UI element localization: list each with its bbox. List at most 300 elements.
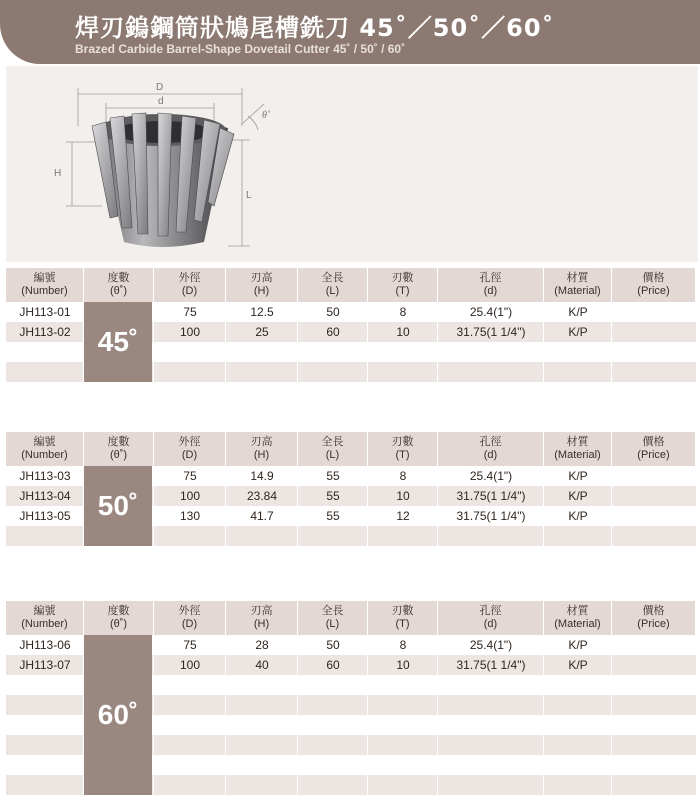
cell-bore [438, 695, 544, 715]
column-header-zh: 全長 [321, 605, 344, 617]
column-divider [153, 342, 154, 362]
cell-bore [438, 526, 544, 546]
column-divider [225, 302, 226, 322]
column-header-price [612, 601, 696, 635]
column-divider [225, 755, 226, 775]
cell-bore: 31.75(1 1/4") [456, 489, 526, 503]
cell-price [612, 675, 696, 695]
cell-price [612, 526, 696, 546]
column-divider [543, 635, 544, 655]
column-divider [437, 526, 438, 546]
column-header-teeth [368, 268, 438, 302]
cell-outer-diameter: 75 [183, 638, 197, 652]
cell-price [612, 322, 696, 342]
cell-number [6, 675, 84, 695]
column-header-zh: 編號 [33, 436, 56, 448]
column-divider [153, 506, 154, 526]
column-header-total-length [298, 432, 368, 466]
column-divider [225, 526, 226, 546]
cell-number [6, 775, 84, 795]
column-header-zh: 度數 [107, 272, 130, 284]
cell-teeth [368, 695, 438, 715]
column-header-zh: 編號 [33, 605, 56, 617]
cell-total-length: 60 [326, 658, 340, 672]
cell-number: JH113-02 [19, 325, 71, 339]
cell-outer-diameter: 100 [179, 489, 201, 503]
cell-teeth [368, 735, 438, 755]
cell-bore [438, 342, 544, 362]
cell-teeth [368, 342, 438, 362]
cell-total-length [298, 715, 368, 735]
column-divider [225, 466, 226, 486]
cell-total-length [298, 675, 368, 695]
column-divider [297, 695, 298, 715]
column-divider [153, 362, 154, 382]
column-divider [611, 362, 612, 382]
cell-material: K/P [568, 489, 588, 503]
column-divider [437, 486, 438, 506]
cell-outer-diameter: 130 [179, 509, 201, 523]
cell-number: JH113-04 [19, 489, 71, 503]
cell-teeth [368, 362, 438, 382]
cell-outer-diameter [154, 715, 226, 735]
column-header-en: (d) [483, 618, 498, 630]
column-divider [367, 322, 368, 342]
page-title: 焊刃鎢鋼筒狀鳩尾槽銑刀 45˚／50˚／60˚ [75, 14, 555, 42]
dim-label-D: D [156, 82, 164, 93]
column-divider [611, 675, 612, 695]
column-divider [225, 342, 226, 362]
column-header-en: (θ˚) [109, 618, 128, 630]
cell-total-length: 60 [326, 325, 340, 339]
cell-number [6, 342, 84, 362]
cell-outer-diameter: 75 [183, 305, 197, 319]
column-header-zh: 材質 [566, 272, 589, 284]
column-header-en: (d) [483, 449, 498, 461]
column-divider [297, 675, 298, 695]
column-divider [153, 466, 154, 486]
cell-material [544, 775, 612, 795]
cell-material: K/P [568, 509, 588, 523]
column-divider [297, 526, 298, 546]
column-divider [543, 655, 544, 675]
cell-outer-diameter [154, 362, 226, 382]
column-divider [543, 755, 544, 775]
column-divider [611, 655, 612, 675]
cell-price [612, 362, 696, 382]
cell-blade-height: 41.7 [250, 509, 274, 523]
cell-number: JH113-06 [19, 638, 71, 652]
column-header-angle [84, 432, 154, 466]
cell-total-length: 55 [326, 489, 340, 503]
column-divider [367, 655, 368, 675]
column-header-zh: 外徑 [178, 272, 201, 284]
column-header-material [544, 432, 612, 466]
cell-number [6, 715, 84, 735]
column-divider [611, 755, 612, 775]
cell-outer-diameter [154, 755, 226, 775]
column-header-en: (θ˚) [109, 285, 128, 297]
cell-material [544, 675, 612, 695]
column-divider [611, 466, 612, 486]
column-header-material [544, 268, 612, 302]
column-divider [611, 486, 612, 506]
column-divider [437, 655, 438, 675]
column-header-blade-height [226, 268, 298, 302]
cell-material: K/P [568, 469, 588, 483]
column-header-zh: 刃數 [391, 605, 414, 617]
cell-blade-height [226, 755, 298, 775]
cell-material [544, 735, 612, 755]
column-divider [437, 715, 438, 735]
column-divider [367, 342, 368, 362]
cell-material [544, 526, 612, 546]
cell-price [612, 715, 696, 735]
column-header-zh: 刃高 [250, 272, 273, 284]
cell-teeth [368, 526, 438, 546]
column-divider [543, 775, 544, 795]
cell-material [544, 755, 612, 775]
column-divider [153, 775, 154, 795]
column-header-en: (D) [181, 285, 198, 297]
cell-outer-diameter: 100 [179, 658, 201, 672]
column-header-zh: 孔徑 [479, 272, 502, 284]
column-header-zh: 孔徑 [479, 605, 502, 617]
column-divider [153, 735, 154, 755]
column-divider [153, 322, 154, 342]
column-divider [297, 302, 298, 322]
column-divider [543, 526, 544, 546]
spec-table-50 [6, 432, 696, 548]
column-divider [367, 635, 368, 655]
column-header-zh: 價格 [642, 605, 665, 617]
column-header-angle [84, 601, 154, 635]
cell-price [612, 466, 696, 486]
cell-bore [438, 755, 544, 775]
column-divider [225, 655, 226, 675]
column-divider [225, 715, 226, 735]
column-divider [437, 755, 438, 775]
column-divider [543, 466, 544, 486]
angle-badge: 50˚ [84, 466, 152, 546]
column-divider [611, 302, 612, 322]
column-divider [367, 526, 368, 546]
column-header-zh: 刃數 [391, 436, 414, 448]
column-header-en: (L) [325, 285, 340, 297]
cell-outer-diameter [154, 342, 226, 362]
column-header-en: (D) [181, 618, 198, 630]
cell-total-length: 55 [326, 509, 340, 523]
column-divider [543, 322, 544, 342]
column-divider [153, 655, 154, 675]
cell-blade-height: 25 [255, 325, 269, 339]
column-divider [297, 715, 298, 735]
cell-outer-diameter [154, 675, 226, 695]
column-header-zh: 價格 [642, 272, 665, 284]
column-header-en: (Price) [637, 285, 670, 297]
column-header-material [544, 601, 612, 635]
column-header-total-length [298, 268, 368, 302]
table-header [6, 601, 696, 635]
column-header-angle [84, 268, 154, 302]
cell-material [544, 342, 612, 362]
spec-table-45 [6, 268, 696, 384]
cell-blade-height: 12.5 [250, 305, 274, 319]
column-header-en: (D) [181, 449, 198, 461]
column-divider [437, 775, 438, 795]
cell-teeth: 12 [396, 509, 410, 523]
cell-blade-height [226, 775, 298, 795]
cell-teeth: 8 [399, 469, 407, 483]
page-header [0, 0, 700, 64]
column-header-zh: 孔徑 [479, 436, 502, 448]
column-divider [225, 775, 226, 795]
column-header-number [6, 268, 84, 302]
column-divider [225, 506, 226, 526]
column-divider [611, 526, 612, 546]
column-divider [225, 635, 226, 655]
cell-blade-height: 23.84 [246, 489, 278, 503]
column-divider [437, 322, 438, 342]
cell-price [612, 635, 696, 655]
column-header-zh: 度數 [107, 605, 130, 617]
column-divider [367, 715, 368, 735]
column-divider [297, 466, 298, 486]
column-header-en: (Number) [21, 285, 68, 297]
cell-bore: 25.4(1") [469, 469, 513, 483]
column-divider [543, 735, 544, 755]
cell-bore: 25.4(1") [469, 305, 513, 319]
column-divider [367, 775, 368, 795]
cell-teeth: 8 [399, 305, 407, 319]
column-divider [543, 675, 544, 695]
column-divider [543, 506, 544, 526]
column-divider [297, 775, 298, 795]
column-header-zh: 全長 [321, 272, 344, 284]
cell-outer-diameter [154, 735, 226, 755]
cell-bore [438, 775, 544, 795]
cell-bore [438, 715, 544, 735]
column-header-en: (Material) [554, 618, 601, 630]
column-divider [225, 486, 226, 506]
column-header-blade-height [226, 432, 298, 466]
column-divider [543, 486, 544, 506]
column-divider [437, 675, 438, 695]
column-divider [153, 675, 154, 695]
cell-price [612, 342, 696, 362]
column-header-zh: 材質 [566, 605, 589, 617]
column-divider [367, 302, 368, 322]
cell-number: JH113-05 [19, 509, 71, 523]
cell-price [612, 735, 696, 755]
cell-material [544, 695, 612, 715]
cell-price [612, 755, 696, 775]
column-divider [611, 322, 612, 342]
column-header-en: (T) [395, 618, 410, 630]
column-header-zh: 全長 [321, 436, 344, 448]
column-divider [543, 302, 544, 322]
cell-blade-height [226, 362, 298, 382]
column-header-zh: 外徑 [178, 436, 201, 448]
column-header-bore [438, 432, 544, 466]
cell-material: K/P [568, 325, 588, 339]
cell-blade-height: 14.9 [250, 469, 274, 483]
cell-number [6, 755, 84, 775]
column-divider [297, 342, 298, 362]
cell-material: K/P [568, 305, 588, 319]
column-divider [611, 735, 612, 755]
column-header-zh: 刃高 [250, 436, 273, 448]
cell-blade-height [226, 715, 298, 735]
column-divider [611, 715, 612, 735]
dim-label-d: d [158, 96, 164, 107]
cell-bore: 31.75(1 1/4") [456, 509, 526, 523]
column-divider [543, 342, 544, 362]
column-divider [367, 486, 368, 506]
cell-teeth [368, 675, 438, 695]
column-divider [543, 715, 544, 735]
cell-material: K/P [568, 658, 588, 672]
column-divider [367, 466, 368, 486]
column-header-en: (Price) [637, 618, 670, 630]
column-divider [367, 675, 368, 695]
cell-teeth [368, 775, 438, 795]
cell-outer-diameter [154, 695, 226, 715]
column-divider [297, 735, 298, 755]
column-header-en: (T) [395, 285, 410, 297]
column-divider [153, 526, 154, 546]
column-divider [153, 695, 154, 715]
column-divider [367, 506, 368, 526]
cell-bore: 31.75(1 1/4") [456, 325, 526, 339]
cell-total-length: 55 [326, 469, 340, 483]
cell-material [544, 362, 612, 382]
column-divider [611, 635, 612, 655]
column-header-outer-diameter [154, 432, 226, 466]
cell-outer-diameter: 75 [183, 469, 197, 483]
cell-blade-height: 40 [255, 658, 269, 672]
cell-number [6, 735, 84, 755]
column-header-en: (d) [483, 285, 498, 297]
column-divider [611, 342, 612, 362]
column-divider [611, 695, 612, 715]
cell-price [612, 302, 696, 322]
column-divider [367, 735, 368, 755]
column-divider [437, 635, 438, 655]
column-divider [153, 486, 154, 506]
column-divider [437, 695, 438, 715]
cell-material [544, 715, 612, 735]
column-header-bore [438, 268, 544, 302]
cell-teeth [368, 755, 438, 775]
column-header-en: (T) [395, 449, 410, 461]
column-header-teeth [368, 601, 438, 635]
column-divider [437, 506, 438, 526]
column-divider [543, 362, 544, 382]
column-divider [437, 735, 438, 755]
dim-label-theta: θ˚ [262, 110, 271, 121]
cell-blade-height [226, 735, 298, 755]
cell-number: JH113-01 [19, 305, 71, 319]
column-divider [367, 755, 368, 775]
cell-bore [438, 675, 544, 695]
cell-number [6, 362, 84, 382]
column-header-en: (Number) [21, 449, 68, 461]
spec-table-60 [6, 601, 696, 797]
angle-badge: 45˚ [84, 302, 152, 382]
cell-number: JH113-03 [19, 469, 71, 483]
cell-total-length [298, 362, 368, 382]
column-header-en: (L) [325, 449, 340, 461]
cell-blade-height [226, 526, 298, 546]
cell-blade-height [226, 675, 298, 695]
column-header-zh: 度數 [107, 436, 130, 448]
column-divider [297, 362, 298, 382]
cell-blade-height [226, 695, 298, 715]
cell-outer-diameter [154, 775, 226, 795]
column-header-outer-diameter [154, 601, 226, 635]
column-header-en: (H) [253, 285, 270, 297]
cell-bore: 25.4(1") [469, 638, 513, 652]
column-header-total-length [298, 601, 368, 635]
cell-total-length: 50 [326, 305, 340, 319]
cell-teeth [368, 715, 438, 735]
column-header-teeth [368, 432, 438, 466]
cell-material: K/P [568, 638, 588, 652]
column-divider [437, 302, 438, 322]
cell-total-length [298, 735, 368, 755]
column-divider [297, 755, 298, 775]
table-header [6, 268, 696, 302]
cutter-illustration [6, 66, 698, 262]
column-divider [367, 362, 368, 382]
column-header-number [6, 601, 84, 635]
column-header-en: (Material) [554, 449, 601, 461]
column-header-zh: 刃高 [250, 605, 273, 617]
column-header-en: (Material) [554, 285, 601, 297]
cell-outer-diameter: 100 [179, 325, 201, 339]
column-divider [611, 506, 612, 526]
column-header-zh: 刃數 [391, 272, 414, 284]
column-divider [437, 466, 438, 486]
column-divider [297, 635, 298, 655]
column-header-en: (θ˚) [109, 449, 128, 461]
column-divider [225, 735, 226, 755]
column-divider [297, 655, 298, 675]
cell-price [612, 506, 696, 526]
cell-total-length [298, 775, 368, 795]
column-divider [153, 715, 154, 735]
column-divider [437, 342, 438, 362]
column-divider [437, 362, 438, 382]
column-header-zh: 價格 [642, 436, 665, 448]
column-header-en: (H) [253, 449, 270, 461]
column-divider [225, 675, 226, 695]
cell-total-length [298, 342, 368, 362]
dim-label-L: L [246, 190, 252, 201]
column-header-outer-diameter [154, 268, 226, 302]
cell-total-length [298, 755, 368, 775]
cell-total-length: 50 [326, 638, 340, 652]
column-header-en: (L) [325, 618, 340, 630]
column-header-en: (H) [253, 618, 270, 630]
column-header-en: (Number) [21, 618, 68, 630]
column-divider [153, 302, 154, 322]
cell-total-length [298, 695, 368, 715]
cell-number [6, 695, 84, 715]
column-divider [225, 695, 226, 715]
cell-bore [438, 362, 544, 382]
